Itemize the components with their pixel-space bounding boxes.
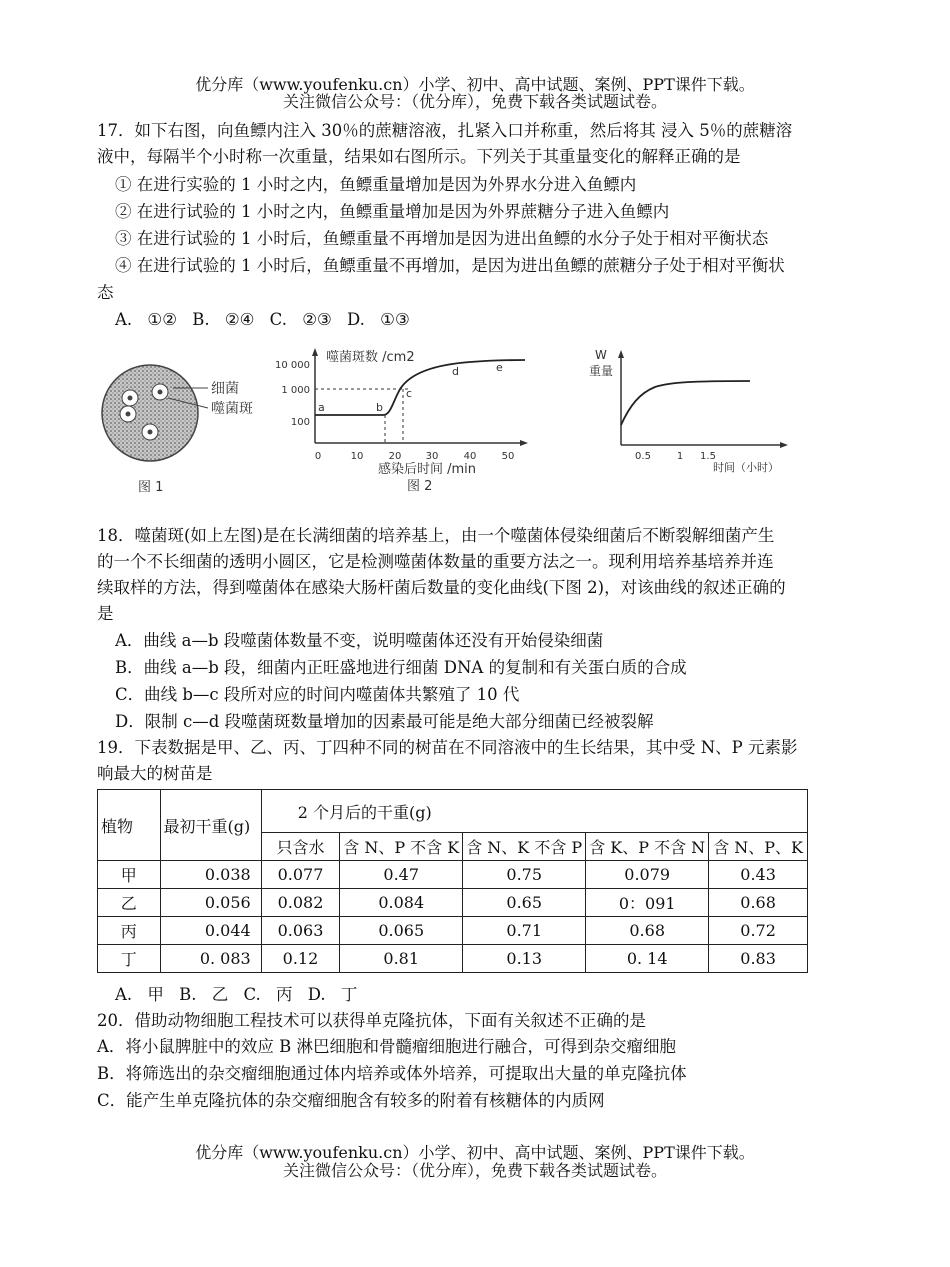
table-cell: 0.71: [463, 917, 586, 945]
q20-option-c: C．能产生单克隆抗体的杂交瘤细胞含有较多的附着有核糖体的内质网: [97, 1091, 605, 1110]
fig2-xtick-30: 30: [425, 451, 439, 462]
q17-option-2: ② 在进行试验的 1 小时之内，鱼鳔重量增加是因为外界蔗糖分子进入鱼鳔内: [115, 202, 670, 221]
table-cell: 0.47: [340, 861, 463, 889]
fig2-xtick-20: 20: [388, 451, 402, 462]
figure-1: [98, 350, 278, 500]
q18-option-d: D．限制 c—d 段噬菌斑数量增加的因素最可能是绝大部分细菌已经被裂解: [115, 712, 654, 731]
fig3-xtick-0.5: 0.5: [635, 451, 651, 462]
q20-stem: 20．借助动物细胞工程技术可以获得单克隆抗体，下面有关叙述不正确的是: [97, 1011, 646, 1030]
fig2-xtick-10: 10: [350, 451, 364, 462]
fig2-ytick-10000: 10 000: [275, 360, 310, 371]
table-cell: 0. 14: [586, 945, 709, 973]
table-cell: 0.83: [709, 945, 808, 973]
fig2-point-d: d: [452, 365, 459, 378]
header-initial-weight: 最初干重(g): [160, 790, 261, 861]
label-bacteria: 细菌: [211, 381, 239, 397]
table-cell: 0.75: [463, 861, 586, 889]
fig2-caption: 图 2: [407, 479, 433, 494]
figure-2: [270, 345, 540, 500]
fig2-ytick-100: 100: [290, 417, 310, 428]
label-plaque: 噬菌斑: [211, 401, 253, 417]
q17-option-4-cont: 态: [97, 283, 114, 302]
fig2-point-e: e: [496, 361, 503, 374]
initial-weight: 0.038: [160, 861, 261, 889]
table-cell: 0.43: [709, 861, 808, 889]
header-line-1: 优分库（www.youfenku.cn）小学、初中、高中试题、案例、PPT课件下载。: [195, 75, 755, 94]
table-cell: 0.12: [261, 945, 340, 973]
q18-stem-line-3: 续取样的方法，得到噬菌体在感染大肠杆菌后数量的变化曲线(下图 2)，对该曲线的叙述正确的: [97, 578, 786, 597]
table-cell: 0.065: [340, 917, 463, 945]
q19-data-table: [97, 789, 808, 973]
footer-line-1: 优分库（www.youfenku.cn）小学、初中、高中试题、案例、PPT课件下载。: [195, 1143, 755, 1162]
q20-option-b: B．将筛选出的杂交瘤细胞通过体内培养或体外培养，可提取出大量的单克隆抗体: [97, 1064, 687, 1083]
table-cell: 0.68: [709, 889, 808, 917]
q17-option-1: ① 在进行实验的 1 小时之内，鱼鳔重量增加是因为外界水分进入鱼鳔内: [115, 175, 637, 194]
q17-option-3: ③ 在进行试验的 1 小时后，鱼鳔重量不再增加是因为进出鱼鳔的水分子处于相对平衡状态: [115, 229, 769, 248]
q19-choices: A. 甲 B. 乙 C. 丙 D. 丁: [115, 985, 358, 1004]
fig1-caption: 图 1: [138, 480, 164, 495]
petri-dish: [102, 365, 198, 461]
table-cell: 0.65: [463, 889, 586, 917]
q17-stem-line-2: 液中，每隔半个小时称一次重量，结果如右图所示。下列关于其重量变化的解释正确的是: [97, 147, 741, 166]
plant-name: 丙: [98, 917, 161, 945]
table-row: [98, 861, 808, 889]
fig3-xtick-1: 1: [676, 451, 684, 462]
table-row: [98, 945, 808, 973]
fig2-xtick-50: 50: [501, 451, 515, 462]
subheader-np-no-k: 含 N、P 不含 K: [340, 833, 463, 861]
subheader-npk: 含 N、P、K: [709, 833, 808, 861]
subheader-nk-no-p: 含 N、K 不含 P: [463, 833, 586, 861]
fig3-ylabel-w: W: [595, 348, 607, 362]
q18-stem-line-1: 18．噬菌斑(如上左图)是在长满细菌的培养基上，由一个噬菌体侵染细菌后不断裂解细菌产生: [97, 526, 775, 545]
q20-option-a: A．将小鼠脾脏中的效应 B 淋巴细胞和骨髓瘤细胞进行融合，可得到杂交瘤细胞: [97, 1037, 677, 1056]
q17-option-4: ④ 在进行试验的 1 小时后，鱼鳔重量不再增加，是因为进出鱼鳔的蔗糖分子处于相对平衡状: [115, 256, 785, 275]
fig2-xlabel: 感染后时间 /min: [378, 462, 477, 477]
table-cell: 0.68: [586, 917, 709, 945]
table-cell: 0.13: [463, 945, 586, 973]
plant-name: 丁: [98, 945, 161, 973]
q18-stem-line-2: 的一个不长细菌的透明小圆区，它是检测噬菌体数量的重要方法之一。现利用培养基培养并连: [97, 552, 774, 571]
fig2-point-b: b: [376, 401, 383, 414]
initial-weight: 0.056: [160, 889, 261, 917]
fig2-ytick-1000: 1 000: [281, 385, 310, 396]
header-plant: 植物: [98, 790, 161, 861]
q18-option-c: C．曲线 b—c 段所对应的时间内噬菌体共繁殖了 10 代: [115, 685, 520, 704]
initial-weight: 0.044: [160, 917, 261, 945]
q18-option-b: B．曲线 a—b 段，细菌内正旺盛地进行细菌 DNA 的复制和有关蛋白质的合成: [115, 658, 687, 677]
fig3-xtick-1.5: 1.5: [700, 451, 716, 462]
plant-name: 乙: [98, 889, 161, 917]
table-row: [98, 889, 808, 917]
table-header-row: [98, 790, 808, 833]
fig2-ylabel: 噬菌斑数 /cm2: [326, 350, 415, 365]
footer-line-2: 关注微信公众号：（优分库），免费下载各类试题试卷。: [282, 1161, 667, 1180]
header-line-2: 关注微信公众号：（优分库），免费下载各类试题试卷。: [282, 92, 667, 111]
q19-stem-line-2: 响最大的树苗是: [97, 764, 213, 783]
fig3-xlabel: 时间（小时）: [713, 461, 779, 474]
fig2-curve: [315, 360, 525, 415]
fig2-xtick-0: 0: [314, 451, 322, 462]
table-cell: 0.079: [586, 861, 709, 889]
q17-stem-line-1: 17．如下右图，向鱼鳔内注入 30％的蔗糖溶液，扎紧入口并称重，然后将其 浸入 5％的蔗糖溶: [97, 121, 793, 140]
initial-weight: 0. 083: [160, 945, 261, 973]
fig2-xtick-40: 40: [463, 451, 477, 462]
subheader-kp-no-n: 含 K、P 不含 N: [586, 833, 709, 861]
fig3-curve: [621, 381, 750, 425]
table-cell: 0.082: [261, 889, 340, 917]
table-row: [98, 917, 808, 945]
q18-option-a: A．曲线 a—b 段噬菌体数量不变，说明噬菌体还没有开始侵染细菌: [115, 631, 604, 650]
table-cell: 0.063: [261, 917, 340, 945]
q17-choices: A. ①② B. ②④ C. ②③ D. ①③: [115, 310, 410, 329]
table-cell: 0.72: [709, 917, 808, 945]
table-cell: 0：091: [586, 889, 709, 917]
table-cell: 0.81: [340, 945, 463, 973]
fig3-ylabel: 重量: [589, 364, 614, 378]
table-cell: 0.077: [261, 861, 340, 889]
plant-name: 甲: [98, 861, 161, 889]
table-cell: 0.084: [340, 889, 463, 917]
q18-stem-line-4: 是: [97, 604, 114, 623]
fig2-point-c: c: [406, 387, 413, 400]
q19-stem-line-1: 19．下表数据是甲、乙、丙、丁四种不同的树苗在不同溶液中的生长结果，其中受 N、P 元素影: [97, 738, 798, 757]
header-after-weight: 2 个月后的干重(g): [261, 790, 807, 833]
subheader-water-only: 只含水: [261, 833, 340, 861]
fig2-point-a: a: [318, 401, 325, 414]
figure-3: [585, 345, 790, 480]
